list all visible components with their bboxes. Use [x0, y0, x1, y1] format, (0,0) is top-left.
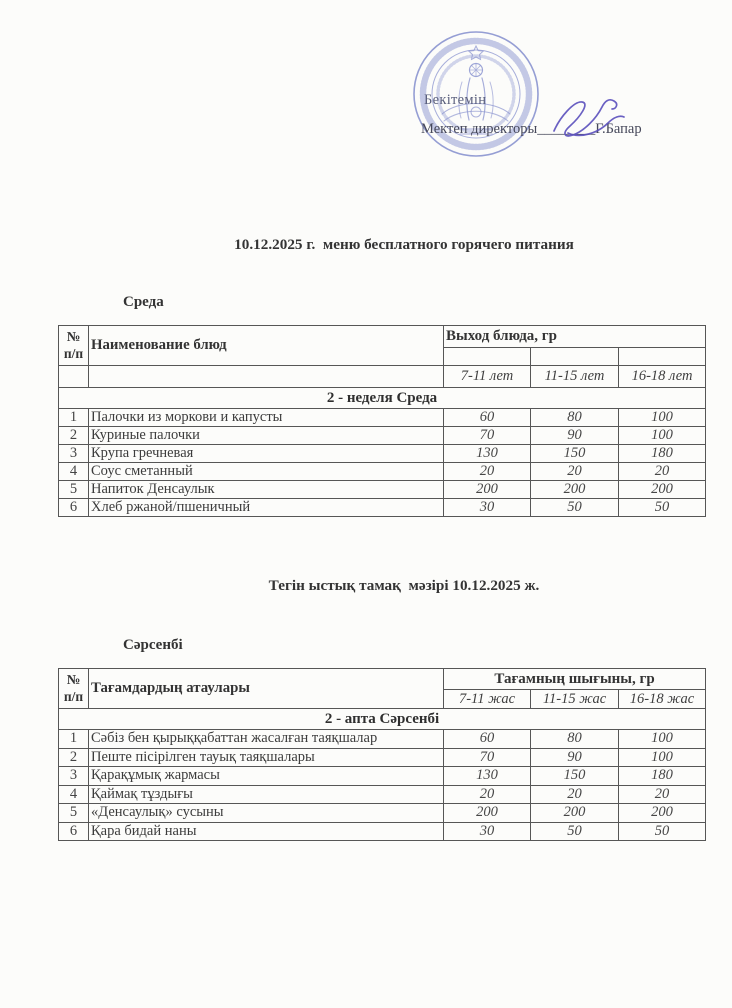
portion-value: 200	[619, 481, 706, 499]
dish-name: «Денсаулық» сусыны	[89, 804, 444, 823]
portion-value: 50	[531, 499, 619, 517]
age-header-row	[59, 366, 706, 388]
dish-name: Куриные палочки	[89, 427, 444, 445]
age-header: 11-15 лет	[531, 366, 619, 388]
portion-value: 100	[619, 427, 706, 445]
portion-value: 100	[619, 409, 706, 427]
day-label-russian: Среда	[123, 294, 164, 310]
portion-value: 150	[531, 445, 619, 463]
table-row	[59, 409, 706, 427]
row-num: 3	[59, 445, 89, 463]
dish-header: Наименование блюд	[89, 326, 444, 366]
portion-value: 100	[619, 748, 706, 767]
title-kazakh: Тегін ыстық тамақ мәзірі 10.12.2025 ж.	[268, 577, 540, 594]
portion-value: 20	[444, 463, 531, 481]
table-row	[59, 748, 706, 767]
row-num: 6	[59, 822, 89, 841]
title-russian: 10.12.2025 г. меню бесплатного горячего питания	[234, 236, 574, 253]
age-header: 11-15 жас	[531, 690, 619, 709]
portion-value: 20	[619, 463, 706, 481]
dish-name: Соус сметанный	[89, 463, 444, 481]
table-row	[59, 445, 706, 463]
row-num: 5	[59, 481, 89, 499]
table-row	[59, 427, 706, 445]
row-num: 6	[59, 499, 89, 517]
week-band-row	[59, 388, 706, 409]
row-num: 1	[59, 730, 89, 749]
header-row	[59, 669, 706, 690]
director-label: Мектеп директоры	[421, 121, 538, 137]
num-header: № п/п	[59, 669, 89, 709]
portion-value: 90	[531, 748, 619, 767]
dish-name: Палочки из моркови и капусты	[89, 409, 444, 427]
row-num: 4	[59, 463, 89, 481]
output-header: Тағамның шығыны, гр	[444, 669, 706, 690]
portion-value: 200	[444, 804, 531, 823]
age-header: 7-11 жас	[444, 690, 531, 709]
portion-value: 50	[619, 822, 706, 841]
portion-value: 130	[444, 767, 531, 786]
signature-icon	[546, 93, 632, 145]
table-row	[59, 481, 706, 499]
portion-value: 60	[444, 730, 531, 749]
table-row	[59, 804, 706, 823]
age-header: 7-11 лет	[444, 366, 531, 388]
table-row	[59, 767, 706, 786]
dish-name: Крупа гречневая	[89, 445, 444, 463]
num-header: № п/п	[59, 326, 89, 366]
dish-name: Қара бидай наны	[89, 822, 444, 841]
dish-name: Қарақұмық жармасы	[89, 767, 444, 786]
portion-value: 20	[531, 463, 619, 481]
table-row	[59, 499, 706, 517]
row-num: 2	[59, 748, 89, 767]
portion-value: 20	[444, 785, 531, 804]
row-num: 4	[59, 785, 89, 804]
output-header: Выход блюда, гр	[444, 326, 706, 348]
table-row	[59, 730, 706, 749]
table-row	[59, 463, 706, 481]
portion-value: 50	[531, 822, 619, 841]
director-name: Г.Бапар	[595, 121, 642, 137]
week-band-label: 2 - неделя Среда	[59, 388, 706, 409]
portion-value: 200	[531, 804, 619, 823]
row-num: 1	[59, 409, 89, 427]
approve-label: Бекітемін	[424, 92, 487, 108]
portion-value: 180	[619, 445, 706, 463]
dish-name: Пеште пісірілген тауық таяқшалары	[89, 748, 444, 767]
portion-value: 70	[444, 427, 531, 445]
portion-value: 180	[619, 767, 706, 786]
week-band-label: 2 - апта Сәрсенбі	[59, 709, 706, 730]
dish-header: Тағамдардың атаулары	[89, 669, 444, 709]
portion-value: 60	[444, 409, 531, 427]
portion-value: 130	[444, 445, 531, 463]
portion-value: 200	[619, 804, 706, 823]
portion-value: 80	[531, 730, 619, 749]
portion-value: 20	[531, 785, 619, 804]
portion-value: 200	[531, 481, 619, 499]
week-band-row	[59, 709, 706, 730]
row-num: 3	[59, 767, 89, 786]
portion-value: 100	[619, 730, 706, 749]
dish-name: Қаймақ тұздығы	[89, 785, 444, 804]
portion-value: 90	[531, 427, 619, 445]
row-num: 2	[59, 427, 89, 445]
portion-value: 20	[619, 785, 706, 804]
age-header: 16-18 лет	[619, 366, 706, 388]
dish-name: Хлеб ржаной/пшеничный	[89, 499, 444, 517]
portion-value: 30	[444, 499, 531, 517]
portion-value: 70	[444, 748, 531, 767]
portion-value: 150	[531, 767, 619, 786]
portion-value: 30	[444, 822, 531, 841]
day-label-kazakh: Сәрсенбі	[123, 637, 183, 653]
table-row	[59, 785, 706, 804]
age-header: 16-18 жас	[619, 690, 706, 709]
portion-value: 200	[444, 481, 531, 499]
table-row	[59, 822, 706, 841]
dish-name: Сәбіз бен қырыққабаттан жасалған таяқшалар	[89, 730, 444, 749]
menu-table-kazakh	[58, 668, 706, 841]
signature-underline: ________	[537, 121, 596, 137]
dish-name: Напиток Денсаулык	[89, 481, 444, 499]
header-row	[59, 326, 706, 348]
menu-table-russian	[58, 325, 706, 517]
portion-value: 80	[531, 409, 619, 427]
row-num: 5	[59, 804, 89, 823]
portion-value: 50	[619, 499, 706, 517]
